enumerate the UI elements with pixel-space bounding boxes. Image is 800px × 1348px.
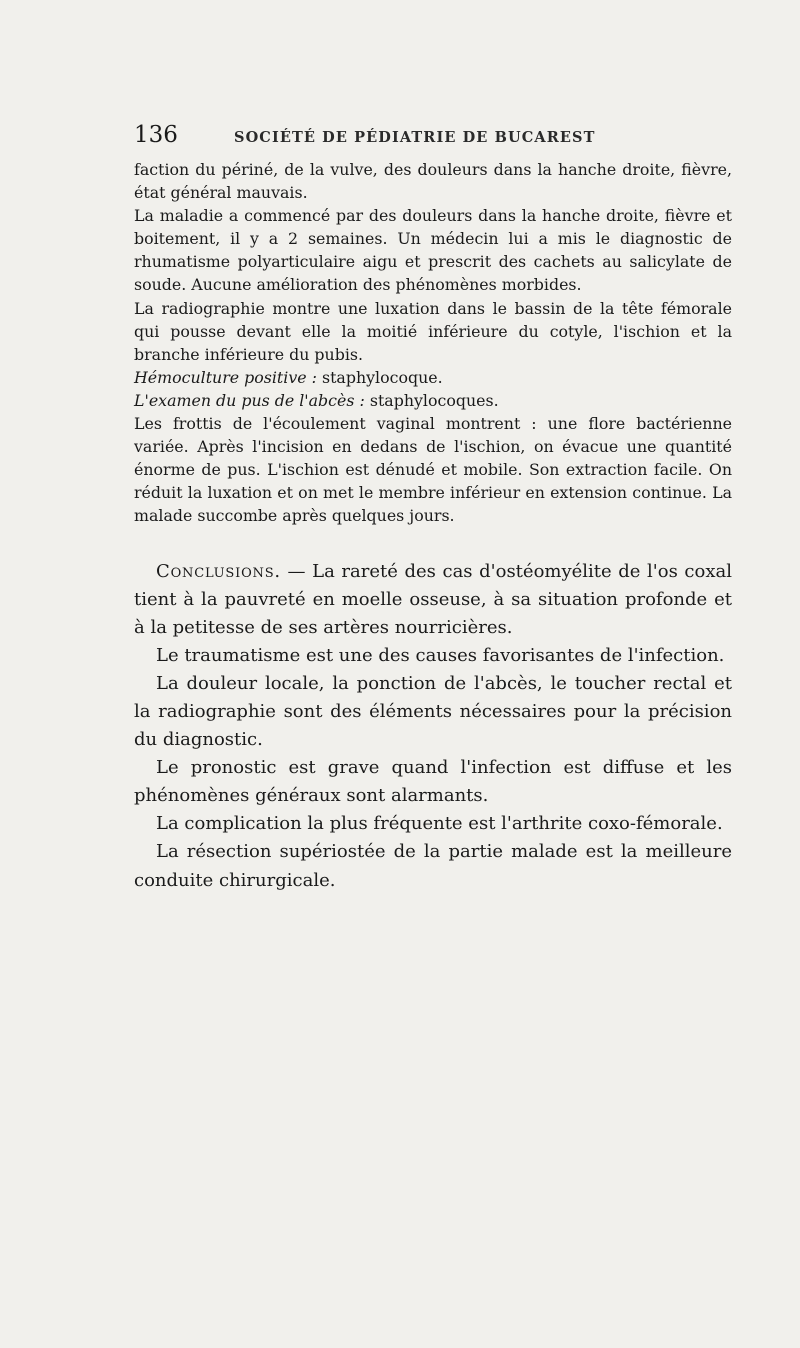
case-paragraph: La radiographie montre une luxation dans le bassin de la tête fémorale qui pousse devant elle la moitié inférieure du cotyle, l'ischion et la branche inférieure du pubis. (134, 298, 732, 364)
conclusions-heading: Conclusions. (156, 560, 281, 582)
case-paragraph (134, 389, 732, 412)
running-title: SOCIÉTÉ DE PÉDIATRIE DE BUCAREST (234, 129, 596, 146)
case-paragraph (134, 366, 732, 389)
case-report (134, 158, 732, 528)
conclusions-paragraph: La résection supériostée de la partie malade est la meilleure conduite chirurgicale. (134, 841, 732, 891)
conclusions-paragraph (134, 558, 732, 642)
hemoculture-label: Hémoculture positive : (134, 367, 317, 387)
page-number: 136 (134, 122, 178, 148)
conclusions-section (134, 558, 732, 895)
hemoculture-result: staphylocoque. (316, 367, 443, 387)
page (134, 122, 732, 895)
conclusions-paragraph: La complication la plus fréquente est l'arthrite coxo-fémorale. (156, 813, 723, 835)
conclusions-text: — La rareté des cas d'ostéomyélite de l'os coxal tient à la pauvreté en moelle osseuse, à sa situation profonde et à la petitesse de ses artères nourricières. (134, 560, 732, 638)
conclusions-paragraph: Le traumatisme est une des causes favorisantes de l'infection. (156, 644, 725, 666)
case-paragraph: faction du périné, de la vulve, des douleurs dans la hanche droite, fièvre, état général mauvais. (134, 160, 732, 203)
conclusions-paragraph: Le pronostic est grave quand l'infection est diffuse et les phénomènes généraux sont alarmants. (134, 757, 732, 807)
conclusions-paragraph: La douleur locale, la ponction de l'abcès, le toucher rectal et la radiographie sont des éléments nécessaires pour la précision du diagnostic. (134, 672, 732, 751)
case-paragraph: Les frottis de l'écoulement vaginal montrent : une flore bactérienne variée. Après l'incision en dedans de l'ischion, on évacue une quantité énorme de pus. L'ischion est dénudé et mobile. Son extraction facile. On réduit la luxation et on met le membre inférieur en extension continue. La malade succombe après quelques jours. (134, 414, 732, 526)
pus-exam-label: L'examen du pus de l'abcès : (134, 390, 365, 410)
page-header (134, 122, 732, 152)
pus-exam-result: staphylocoques. (364, 390, 499, 410)
case-paragraph: La maladie a commencé par des douleurs dans la hanche droite, fièvre et boitement, il y a 2 semaines. Un médecin lui a mis le diagnostic de rhumatisme polyarticulaire aigu et prescrit des cachets au salicylate de soude. Aucune amélioration des phénomènes morbides. (134, 206, 732, 295)
